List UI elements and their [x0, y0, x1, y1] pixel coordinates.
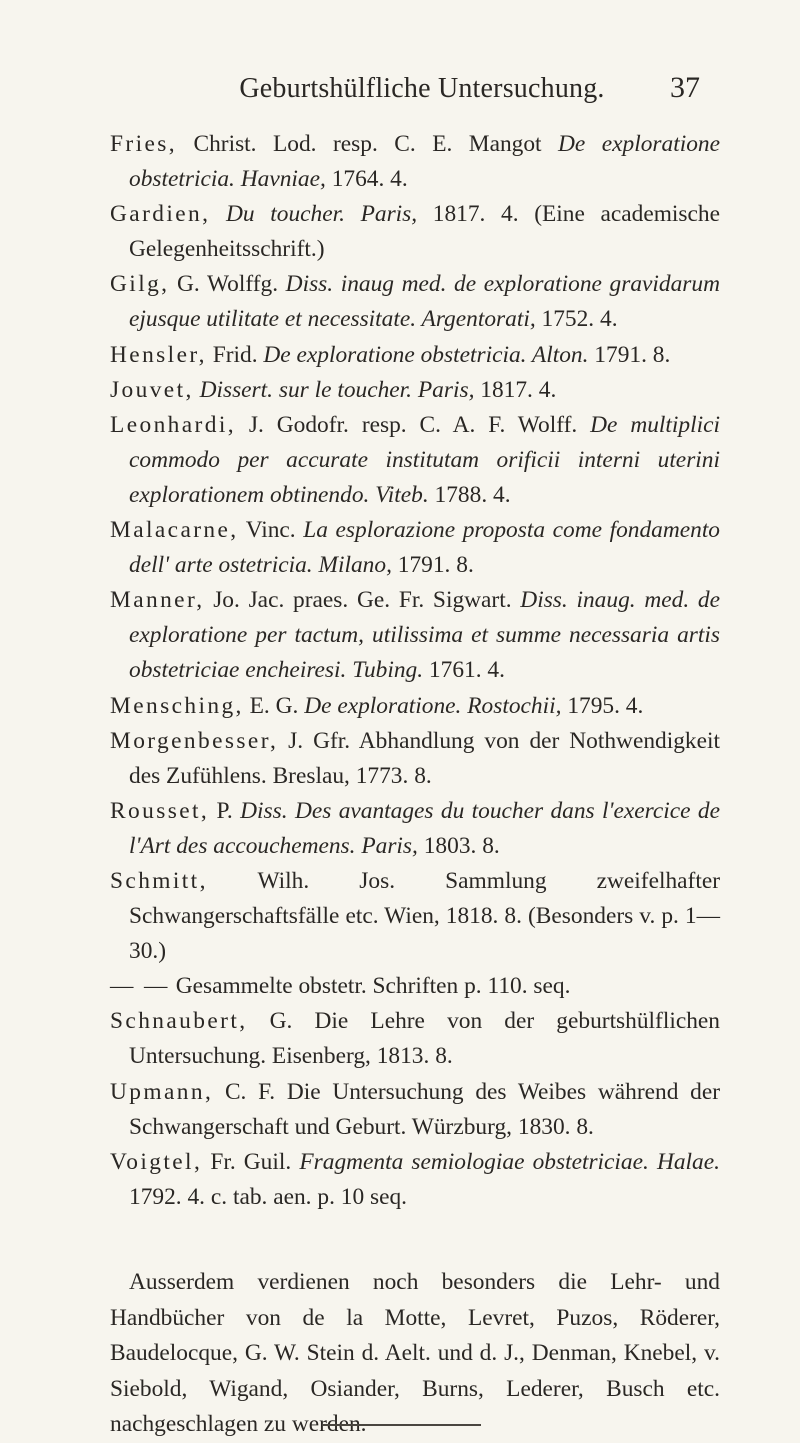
- entry-author: Hensler,: [110, 341, 207, 368]
- bibliography-entry: [110, 267, 720, 337]
- running-title: Geburtshülfliche Untersuchung.: [239, 73, 605, 104]
- entry-text: G. Die Lehre von der geburtshülflichen Untersuchung. Eisenberg, 1813. 8.: [129, 1008, 720, 1070]
- entry-title: Du toucher. Paris,: [226, 201, 418, 228]
- entry-title: De exploratione obstetricia. Havniae,: [129, 131, 720, 193]
- bibliography-entry: [110, 794, 720, 864]
- bibliography-list: [110, 127, 720, 1215]
- bibliography-entry: [110, 1004, 720, 1074]
- entry-title: Diss. Des avantages du toucher dans l'exercice de l'Art des accouchemens. Paris,: [129, 797, 720, 859]
- entry-author: Voigtel,: [110, 1148, 203, 1175]
- entry-author: Morgenbesser,: [110, 727, 279, 754]
- bibliography-entry: [110, 724, 720, 794]
- entry-author: Schmitt,: [110, 867, 208, 894]
- entry-text: Fr. Guil.: [202, 1148, 300, 1175]
- bibliography-entry: [110, 1075, 720, 1145]
- entry-text: Wilh. Jos. Sammlung zweifelhafter Schwangerschaftsfälle etc. Wien, 1818. 8. (Besonders v. p. 1—30.): [129, 867, 720, 965]
- entry-author: Malacarne,: [110, 517, 239, 544]
- entry-author: Manner,: [110, 587, 205, 614]
- bibliography-entry: [110, 689, 720, 724]
- entry-author: Gardien,: [110, 201, 211, 228]
- entry-author: Fries,: [110, 131, 178, 157]
- entry-author: Schnaubert,: [110, 1008, 248, 1035]
- bibliography-entry: [110, 127, 720, 197]
- entry-tail: 1817. 4. (Eine academische Gelegenheitsschrift.): [129, 201, 720, 263]
- entry-title: Diss. inaug med. de exploratione gravidarum ejusque utilitate et necessitate. Argentorati,: [129, 271, 720, 333]
- entry-text: E. G.: [243, 692, 305, 719]
- entry-text: Vinc.: [238, 517, 304, 544]
- entry-title: Fragmenta semiologiae obstetriciae. Halae.: [299, 1148, 720, 1175]
- entry-author: Gilg,: [110, 271, 170, 298]
- entry-author: Mensching,: [110, 692, 244, 719]
- entry-text: J. Gfr. Abhandlung von der Nothwendigkeit des Zufühlens. Breslau, 1773. 8.: [129, 727, 720, 789]
- bibliography-entry: [110, 969, 720, 1004]
- bibliography-entry: [110, 408, 720, 513]
- entry-title: Diss. inaug. med. de exploratione per tactum, utilissima et summe necessaria artis obstetriciae encheiresi. Tubing.: [129, 587, 720, 684]
- entry-tail: 1792. 4. c. tab. aen. p. 10 seq.: [129, 1183, 408, 1210]
- bibliography-entry: [110, 1145, 720, 1215]
- entry-text: P.: [209, 797, 241, 824]
- entry-text: J. Godofr. resp. C. A. F. Wolff.: [235, 411, 591, 438]
- bibliography-entry: [110, 864, 720, 969]
- entry-tail: 1791. 8.: [391, 552, 474, 579]
- entry-title: De exploratione. Rostochii,: [304, 692, 562, 719]
- entry-text: C. F. Die Untersuchung des Weibes während der Schwangerschaft und Geburt. Würzburg, 1830. 8.: [129, 1078, 720, 1140]
- entry-author: — —: [110, 973, 170, 1000]
- entry-text: G. Wolffg.: [169, 271, 286, 298]
- entry-title: Dissert. sur le toucher. Paris,: [199, 376, 475, 403]
- entry-tail: 1817. 4.: [474, 376, 557, 403]
- entry-author: Jouvet,: [110, 376, 194, 403]
- bibliography-entry: [110, 373, 720, 408]
- entry-tail: 1791. 8.: [588, 341, 671, 368]
- entry-author: Leonhardi,: [110, 411, 236, 438]
- entry-tail: 1764. 4.: [325, 166, 408, 193]
- bibliography-entry: [110, 338, 720, 373]
- entry-title: La esplorazione proposta come fondamento dell' arte ostetricia. Milano,: [129, 517, 721, 579]
- entry-tail: 1761. 4.: [423, 657, 505, 684]
- entry-tail: 1752. 4.: [535, 306, 618, 333]
- closing-rule: [323, 1424, 481, 1426]
- entry-text: [210, 201, 226, 227]
- entry-title: De exploratione obstetricia. Alton.: [263, 341, 589, 368]
- entry-text: Christ. Lod. resp. C. E. Mangot: [177, 131, 559, 157]
- bibliography-entry: [110, 583, 720, 688]
- entry-text: Jo. Jac. praes. Ge. Fr. Sigwart.: [204, 587, 521, 614]
- entry-text: Gesammelte obstetr. Schriften p. 110. seq.: [169, 973, 571, 1000]
- closing-paragraph: Ausserdem verdienen noch besonders die Lehr- und Handbücher von de la Motte, Levret, Puzos, Röderer, Baudelocque, G. W. Stein d. Aelt. und d. J., Denman, Knebel, v. Siebold, Wigand, Osiander, Burns, Lederer, Busch etc. nachgeschlagen zu werden.: [110, 1269, 720, 1437]
- bibliography-entry: [110, 197, 720, 267]
- entry-tail: 1788. 4.: [428, 481, 511, 508]
- entry-tail: 1803. 8.: [417, 832, 500, 859]
- bibliography-entry: [110, 513, 720, 583]
- entry-text: Frid.: [206, 341, 264, 368]
- page-number: 37: [670, 71, 700, 104]
- entry-author: Rousset,: [110, 797, 210, 824]
- entry-author: Upmann,: [110, 1078, 214, 1105]
- running-head: [0, 73, 800, 113]
- entry-tail: 1795. 4.: [561, 692, 644, 719]
- entry-title: De multiplici commodo per accurate institutam orificii interni uterini explorationem obtinendo. Viteb.: [129, 411, 720, 508]
